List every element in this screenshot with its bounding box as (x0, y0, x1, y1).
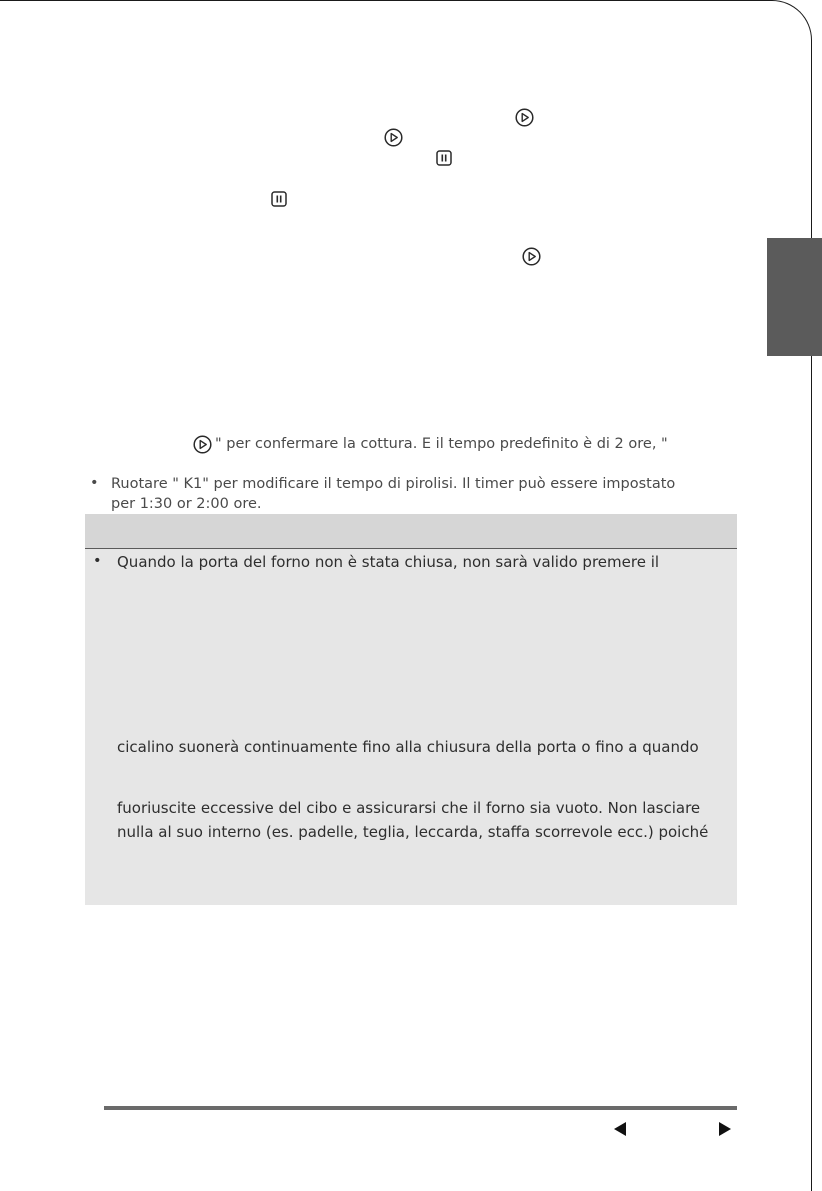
play-circle-icon (515, 108, 534, 127)
previous-page-arrow-icon[interactable] (612, 1121, 628, 1137)
pause-square-icon (436, 150, 452, 166)
confirm-cooking-text: " per confermare la cottura. E il tempo predefinito è di 2 ore, " (215, 436, 668, 452)
note-box (85, 514, 737, 905)
footer-rule (104, 1106, 737, 1110)
play-circle-icon (193, 435, 212, 454)
note-text-line-3: fuoriuscite eccessive del cibo e assicurarsi che il forno sia vuoto. Non lasciare (117, 799, 701, 817)
bullet-marker: • (90, 475, 99, 491)
next-page-arrow-icon[interactable] (717, 1121, 733, 1137)
note-bullet-marker: • (93, 553, 102, 569)
note-text-line-4: nulla al suo interno (es. padelle, teglia, leccarda, staffa scorrevole ecc.) poiché (117, 823, 709, 841)
note-box-header (85, 514, 737, 549)
language-side-tab (767, 238, 822, 356)
rotate-k1-text-line-1: Ruotare " K1" per modificare il tempo di pirolisi. Il timer può essere impostato (111, 476, 676, 492)
note-text-line-2: cicalino suonerà continuamente fino alla chiusura della porta o fino a quando (117, 738, 699, 756)
note-text-line-1: Quando la porta del forno non è stata chiusa, non sarà valido premere il (117, 553, 660, 571)
pause-square-icon (271, 191, 287, 207)
play-circle-icon (522, 247, 541, 266)
play-circle-icon (384, 128, 403, 147)
rotate-k1-text-line-2: per 1:30 or 2:00 ore. (111, 496, 262, 512)
